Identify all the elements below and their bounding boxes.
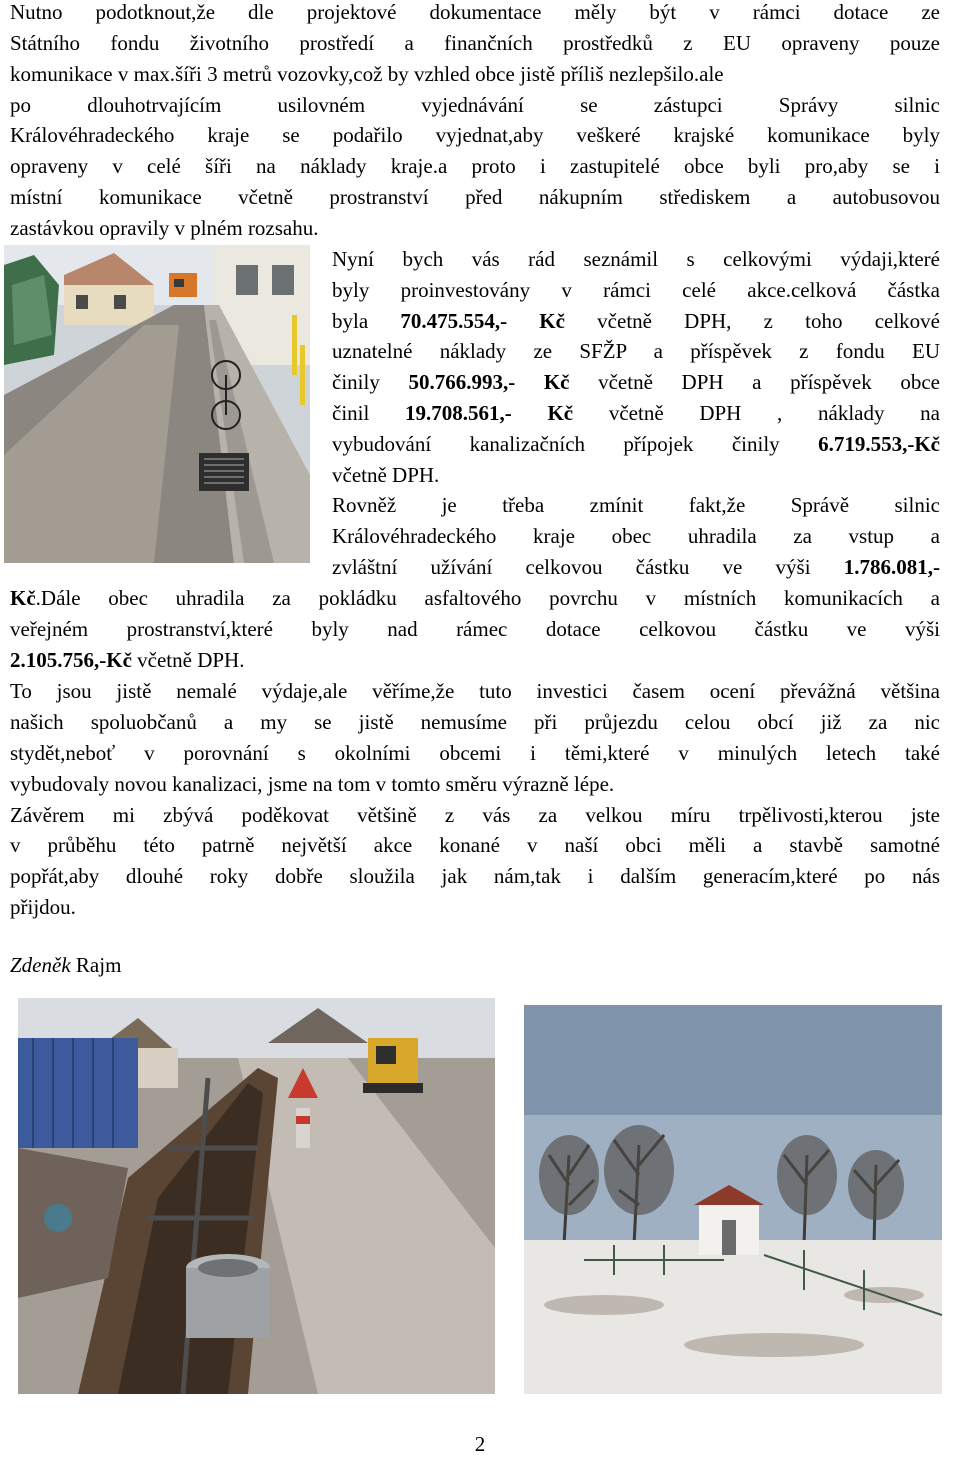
text-line: byla 70.475.554,- Kč včetně DPH, z toho celkové	[332, 309, 940, 333]
amount: 19.708.561,- Kč	[405, 401, 574, 425]
amount: 50.766.993,- Kč	[408, 370, 570, 394]
text-line: opraveny v celé šíři na náklady kraje.a proto i zastupitelé obce byli pro,aby se i	[10, 154, 940, 178]
road-construction-photo	[4, 245, 310, 563]
text-line: činily 50.766.993,- Kč včetně DPH a příspěvek obce	[332, 370, 940, 394]
page-number: 2	[474, 1432, 486, 1456]
amount: Kč	[10, 586, 36, 610]
text-line: Královéhradeckého kraje obec uhradila za vstup a	[332, 524, 940, 548]
text-line: místní komunikace včetně prostranství před nákupním střediskem a autobusovou	[10, 185, 940, 209]
amount: 1.786.081,-	[843, 555, 940, 579]
text-line: po dlouhotrvajícím usilovném vyjednávání se zástupci Správy silnic	[10, 93, 940, 117]
pumping-station-photo	[524, 1005, 942, 1394]
text-line: Rovněž je třeba zmínit fakt,že Správě silnic	[332, 493, 940, 517]
text-line: 2.105.756,-Kč včetně DPH.	[10, 648, 245, 672]
signature-last-name: Rajm	[70, 953, 122, 977]
text-line: našich spoluobčanů a my se jistě nemusíme při průjezdu celou obcí již za nic	[10, 710, 940, 734]
text-line: Závěrem mi zbývá poděkovat většině z vás za velkou míru trpělivosti,kterou jste	[10, 803, 940, 827]
text-line: byly proinvestovány v rámci celé akce.celková částka	[332, 278, 940, 302]
text-line: stydět,neboť v porovnání s okolními obcemi i těmi,které v minulých letech také	[10, 741, 940, 765]
text-line: Kč.Dále obec uhradila za pokládku asfaltového povrchu v místních komunikacích a	[10, 586, 940, 610]
text-line: Královéhradeckého kraje se podařilo vyjednat,aby veškeré krajské komunikace byly	[10, 123, 940, 147]
text-line: vybudování kanalizačních přípojek činily 6.719.553,-Kč	[332, 432, 940, 456]
text-line: To jsou jistě nemalé výdaje,ale věříme,že tuto investici časem ocení převážná většina	[10, 679, 940, 703]
text-line: komunikace v max.šíři 3 metrů vozovky,což by vzhled obce jistě příliš nezlepšilo.ale	[10, 62, 724, 86]
text-line: popřát,aby dlouhé roky dobře sloužila jak nám,tak i dalším generacím,které po nás	[10, 864, 940, 888]
signature	[10, 950, 121, 981]
text-line: včetně DPH.	[332, 463, 440, 487]
text-line: zastávkou opravily v plném rozsahu.	[10, 216, 319, 240]
text-line: činil 19.708.561,- Kč včetně DPH , náklady na	[332, 401, 940, 425]
text-line: Státního fondu životního prostředí a finančních prostředků z EU opraveny pouze	[10, 31, 940, 55]
text-line: přijdou.	[10, 895, 76, 919]
text-line: uznatelné náklady ze SFŽP a příspěvek z fondu EU	[332, 339, 940, 363]
text-line: zvláštní užívání celkovou částku ve výši 1.786.081,-	[332, 555, 940, 579]
amount: 2.105.756,-Kč	[10, 648, 132, 672]
text-line: vybudovaly novou kanalizaci, jsme na tom v tomto směru výrazně lépe.	[10, 772, 615, 796]
text-line: v průběhu této patrně největší akce konané v naší obci měli a stavbě samotné	[10, 833, 940, 857]
text-line: Nyní bych vás rád seznámil s celkovými výdaji,které	[332, 247, 940, 271]
amount: 70.475.554,- Kč	[400, 309, 565, 333]
text-line: Nutno podotknout,že dle projektové dokumentace měly být v rámci dotace ze	[10, 0, 940, 24]
amount: 6.719.553,-Kč	[818, 432, 940, 456]
signature-first-name: Zdeněk	[10, 953, 71, 977]
sewer-trench-photo	[18, 998, 495, 1394]
text-line: veřejném prostranství,které byly nad rámec dotace celkovou částku ve výši	[10, 617, 940, 641]
